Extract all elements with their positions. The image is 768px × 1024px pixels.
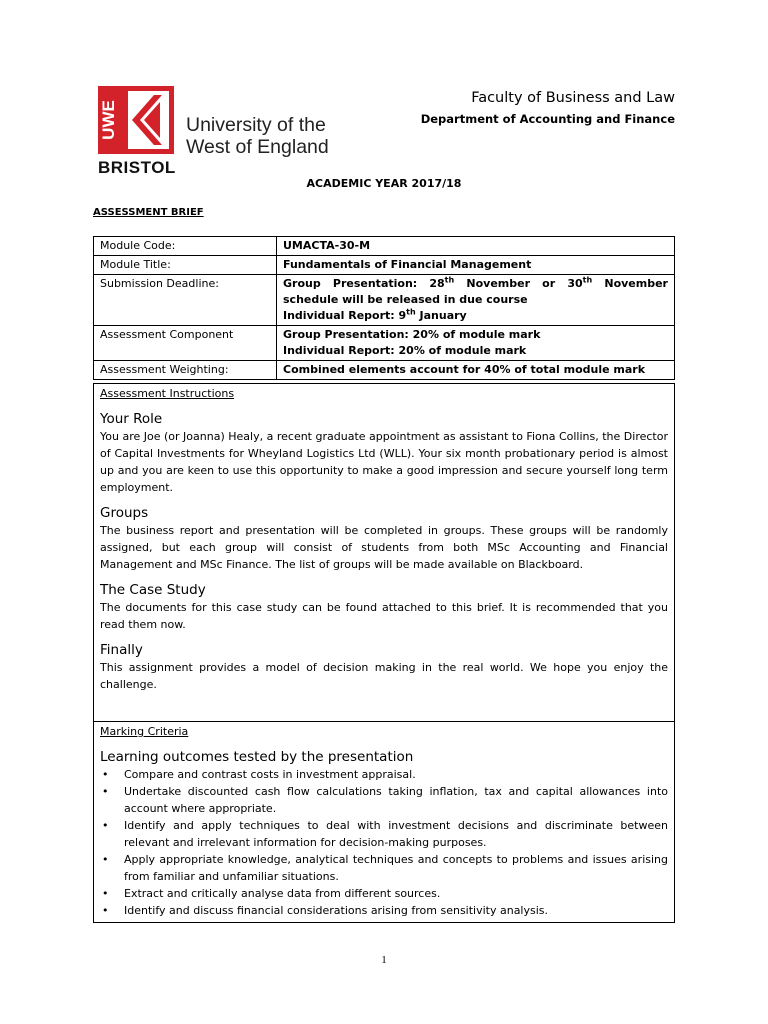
outcome-text: Extract and critically analyse data from different sources. [124,887,441,900]
role-text: You are Joe (or Joanna) Healy, a recent graduate appointment as assistant to Fiona Collins, the Director of Capital Investments for Wheyland Logistics Ltd (WLL). Your six month probationary period is almost up and you are keen to use this opportunity to make a good impression and secure yourself long term employment. [100,430,668,494]
list-item [100,885,668,902]
case-study-text: The documents for this case study can be found attached to this brief. It is recommended that you read them now. [100,601,668,631]
outcome-text: Undertake discounted cash flow calculations taking inflation, tax and capital allowances into account where appropriate. [124,785,668,815]
component-line: Individual Report: 20% of module mark [283,344,527,357]
uwe-logo-mark-icon [98,86,174,154]
table-row [94,361,675,380]
ordinal-suffix: th [406,307,416,317]
bullet-icon: • [102,768,109,781]
module-title-label: Module Title: [94,256,277,275]
module-title-value: Fundamentals of Financial Management [277,256,675,275]
uwe-mark-text: UWE [99,100,118,140]
ordinal-suffix: th [444,275,455,285]
table-row [94,326,675,361]
component-value [277,326,675,361]
faculty-header [421,88,675,128]
ordinal-suffix: th [582,275,593,285]
deadline-text: Group Presentation: 28 [283,277,445,290]
instructions-box [93,383,675,923]
list-item [100,783,668,817]
university-name-line2: West of England [186,136,329,158]
component-label: Assessment Component [94,326,277,361]
finally-heading: Finally [100,642,143,658]
table-row [94,256,675,275]
module-info-table [93,236,675,380]
faculty-name: Faculty of Business and Law [471,90,675,106]
deadline-text: November or 30 [454,277,583,290]
deadline-value [277,275,675,326]
list-item [100,817,668,851]
learning-outcomes-heading: Learning outcomes tested by the presentation [100,749,414,765]
component-line: Group Presentation: 20% of module mark [283,328,541,341]
marking-label: Marking Criteria [100,725,189,738]
outcome-text: Apply appropriate knowledge, analytical techniques and concepts to problems and issues arising from familiar and unfamiliar situations. [124,853,668,883]
page-number: 1 [381,954,387,966]
assessment-brief-label: ASSESSMENT BRIEF [93,207,204,218]
weighting-value: Combined elements account for 40% of total module mark [277,361,675,380]
module-code-label: Module Code: [94,237,277,256]
marking-section [94,722,674,919]
list-item [100,851,668,885]
department-name: Department of Accounting and Finance [420,112,675,126]
academic-year: ACADEMIC YEAR 2017/18 [306,177,462,190]
deadline-text: November schedule will be released in due course [283,277,668,306]
instructions-section [94,384,674,693]
outcome-text: Compare and contrast costs in investment appraisal. [124,768,416,781]
table-row [94,275,675,326]
role-heading: Your Role [100,411,163,427]
module-code-value: UMACTA-30-M [277,237,675,256]
bullet-icon: • [102,819,109,832]
finally-text: This assignment provides a model of decision making in the real world. We hope you enjoy the challenge. [100,661,668,691]
learning-outcomes-list [100,766,668,919]
deadline-text: Individual Report: 9 [283,309,407,322]
deadline-label: Submission Deadline: [94,275,277,326]
bullet-icon: • [102,853,109,866]
list-item [100,902,668,919]
uwe-logo [98,86,348,178]
groups-heading: Groups [100,505,149,521]
university-name-line1: University of the [186,114,326,136]
case-study-heading: The Case Study [100,582,206,598]
deadline-text: January [415,309,467,322]
weighting-label: Assessment Weighting: [94,361,277,380]
list-item [100,766,668,783]
university-city: BRISTOL [98,158,176,177]
table-row [94,237,675,256]
instructions-label: Assessment Instructions [100,387,235,400]
bullet-icon: • [102,904,109,917]
university-name [186,114,329,158]
bullet-icon: • [102,887,109,900]
outcome-text: Identify and apply techniques to deal with investment decisions and discriminate between relevant and irrelevant information for decision-making purposes. [124,819,668,849]
bullet-icon: • [102,785,109,798]
outcome-text: Identify and discuss financial considerations arising from sensitivity analysis. [124,904,549,917]
groups-text: The business report and presentation will be completed in groups. These groups will be randomly assigned, but each group will consist of students from both MSc Accounting and Financial Management and MSc Finance. The list of groups will be made available on Blackboard. [100,524,668,571]
